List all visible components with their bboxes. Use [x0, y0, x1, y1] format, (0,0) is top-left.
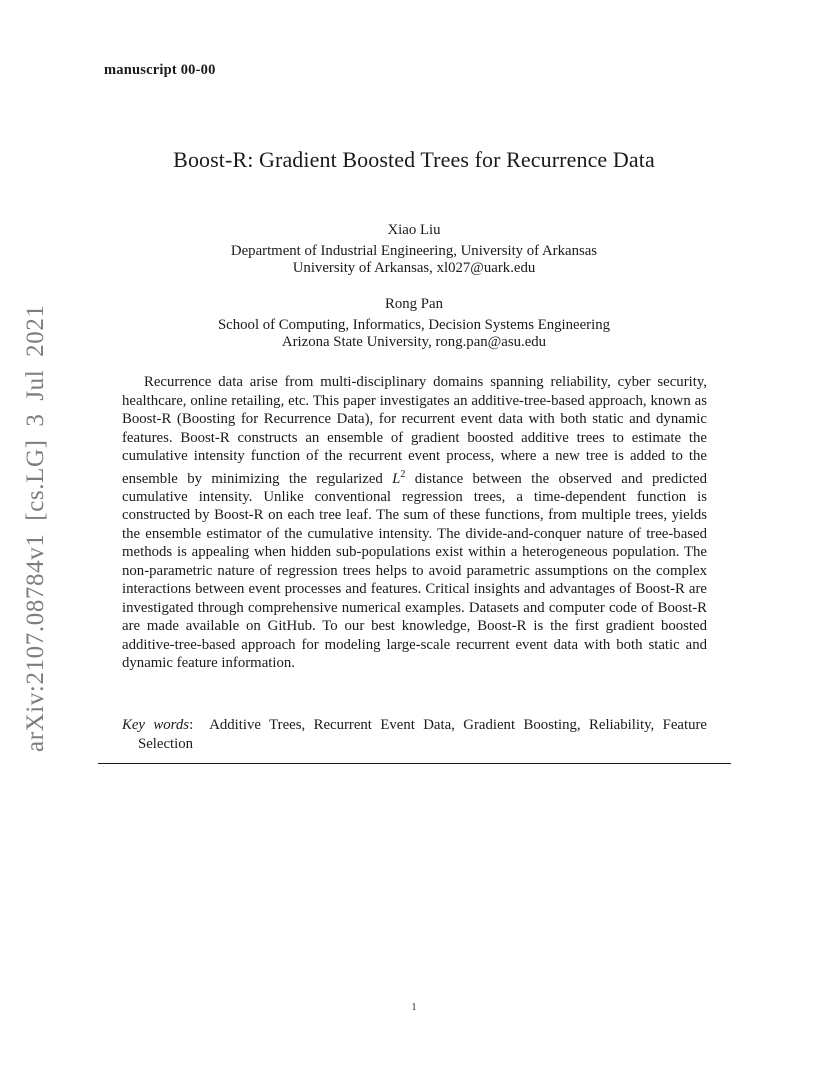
- abstract-paragraph: [122, 373, 707, 673]
- author-block-1: [0, 222, 828, 278]
- author-name: Xiao Liu: [387, 222, 441, 238]
- horizontal-rule-divider: [98, 763, 731, 764]
- author-block-2: [0, 296, 828, 352]
- keywords-separator: :: [189, 717, 194, 733]
- author-affiliation: Department of Industrial Engineering, University of Arkansas: [230, 242, 598, 259]
- manuscript-label: manuscript 00-00: [104, 62, 216, 78]
- author-affiliation-email: Arizona State University, rong.pan@asu.edu: [281, 334, 547, 350]
- keywords-text: Additive Trees, Recurrent Event Data, Gradient Boosting, Reliability, Feature Selection: [138, 717, 707, 752]
- math-symbol-L: L: [392, 470, 401, 487]
- abstract-text-part-2: distance between the observed and predicted cumulative intensity. Unlike conventional regression trees, a time-dependent function is constructed by Boost-R on each tree leaf. The sum of these functions, from multiple trees, yields the ensemble estimator of the cumulative intensity. The divide-and-conquer nature of tree-based methods is appealing when hidden sub-populations exist within a heterogeneous population. The non-parametric nature of regression trees helps to avoid parametric assumptions on the complex interactions between event processes and features. Critical insights and advantages of Boost-R are investigated through comprehensive numerical examples. Datasets and computer code of Boost-R are made available on GitHub. To our best knowledge, Boost-R is the first gradient boosted additive-tree-based approach for modeling large-scale recurrent event data with both static and dynamic feature information.: [122, 470, 707, 672]
- author-affiliation-email: University of Arkansas, xl027@uark.edu: [292, 260, 536, 276]
- author-affiliation: School of Computing, Informatics, Decision Systems Engineering: [217, 316, 611, 333]
- paper-title: Boost-R: Gradient Boosted Trees for Recurrence Data: [173, 147, 655, 172]
- author-name: Rong Pan: [385, 296, 443, 312]
- arxiv-identifier-stamp: arXiv:2107.08784v1 [cs.LG] 3 Jul 2021: [22, 304, 49, 752]
- abstract-text-part-1: Recurrence data arise from multi-disciplinary domains spanning reliability, cyber security, healthcare, online retailing, etc. This paper investigates an additive-tree-based approach, known as Boost-R (Boosting for Recurrence Data), for recurrent event data with both static and dynamic features. Boost-R constructs an ensemble of gradient boosted additive trees to estimate the cumulative intensity function of the recurrent event process, where a new tree is added to the ensemble by minimizing the regularized: [122, 374, 707, 487]
- keywords-line: [122, 716, 707, 753]
- keywords-label: Key words: [122, 717, 190, 733]
- page-number: 1: [411, 1002, 417, 1013]
- math-superscript: 2: [400, 468, 406, 480]
